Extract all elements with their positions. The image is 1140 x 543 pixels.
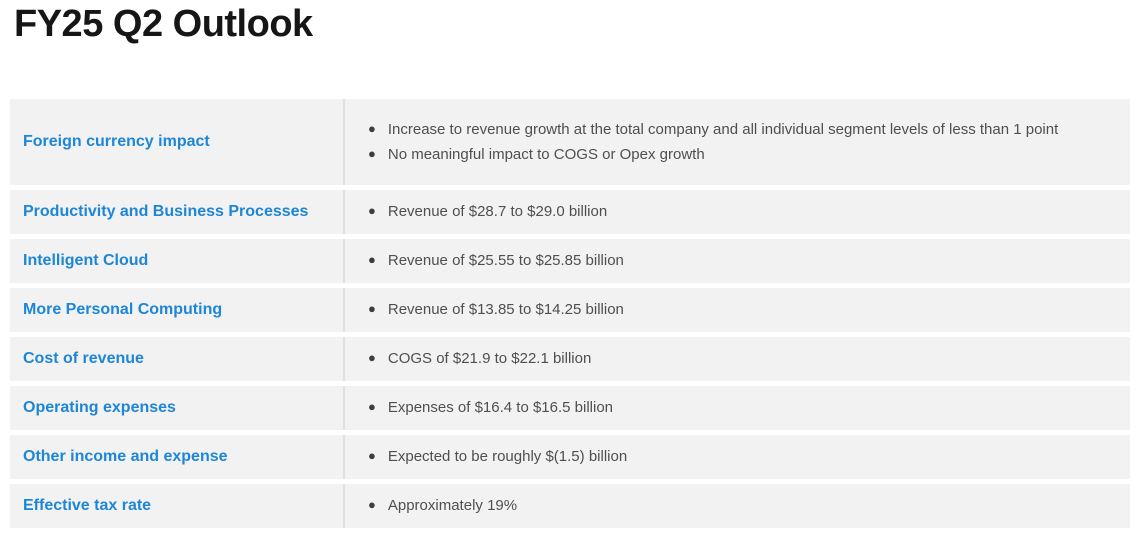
table-row-intelligent-cloud (10, 239, 1130, 283)
bullet-text: Increase to revenue growth at the total company and all individual segment levels of less than 1 point (387, 120, 1059, 138)
outlook-table (10, 99, 1130, 528)
page-title: FY25 Q2 Outlook (14, 3, 313, 45)
row-label: More Personal Computing (23, 301, 223, 318)
row-label: Productivity and Business Processes (23, 203, 309, 220)
bullet-icon: ● (368, 145, 376, 161)
row-label: Operating expenses (23, 399, 176, 416)
bullet-list (368, 443, 627, 471)
table-row-operating-expenses (10, 386, 1130, 430)
table-row-cost-of-revenue (10, 337, 1130, 381)
row-label-cell (10, 288, 343, 332)
bullet-icon: ● (368, 448, 376, 463)
row-label-cell (10, 386, 343, 430)
row-content-cell (343, 435, 1130, 479)
row-label: Intelligent Cloud (23, 252, 149, 269)
row-label-cell (10, 484, 343, 528)
bullet-item (368, 250, 624, 272)
bullet-item (368, 201, 607, 223)
row-label-cell (10, 435, 343, 479)
table-row-foreign-currency-impact (10, 99, 1130, 185)
bullet-list (368, 394, 613, 422)
bullet-text: Approximately 19% (387, 497, 518, 514)
row-label-cell (10, 190, 343, 234)
table-row-effective-tax-rate (10, 484, 1130, 528)
row-label-cell (10, 239, 343, 283)
row-label-cell (10, 337, 343, 381)
bullet-text: COGS of $21.9 to $22.1 billion (387, 350, 592, 367)
table-row-productivity-and-business-processes (10, 190, 1130, 234)
bullet-text: No meaningful impact to COGS or Opex growth (387, 145, 705, 163)
bullet-icon: ● (368, 350, 376, 365)
bullet-list (368, 345, 591, 373)
bullet-item (368, 348, 591, 370)
bullet-text: Revenue of $25.55 to $25.85 billion (387, 252, 624, 269)
bullet-item (368, 495, 517, 517)
row-content-cell (343, 337, 1130, 381)
row-label: Other income and expense (23, 448, 228, 465)
bullet-text: Revenue of $13.85 to $14.25 billion (387, 301, 624, 318)
bullet-list (368, 296, 624, 324)
bullet-text: Revenue of $28.7 to $29.0 billion (387, 203, 608, 220)
bullet-item (368, 397, 613, 419)
row-content-cell (343, 386, 1130, 430)
bullet-list (368, 116, 1058, 169)
bullet-icon: ● (368, 120, 376, 136)
row-content-cell (343, 288, 1130, 332)
bullet-list (368, 247, 624, 275)
bullet-item (368, 299, 624, 321)
bullet-icon: ● (368, 203, 376, 218)
bullet-item (368, 144, 1058, 166)
bullet-text: Expenses of $16.4 to $16.5 billion (387, 399, 614, 416)
row-label: Foreign currency impact (23, 133, 210, 150)
row-content-cell (343, 99, 1130, 185)
slide (0, 2, 1140, 543)
bullet-item (368, 446, 627, 468)
bullet-icon: ● (368, 252, 376, 267)
table-row-other-income-and-expense (10, 435, 1130, 479)
bullet-icon: ● (368, 497, 376, 512)
row-label: Cost of revenue (23, 350, 144, 367)
bullet-item (368, 119, 1058, 141)
row-label: Effective tax rate (23, 497, 152, 514)
bullet-list (368, 198, 607, 226)
bullet-icon: ● (368, 301, 376, 316)
row-content-cell (343, 190, 1130, 234)
bullet-icon: ● (368, 399, 376, 414)
row-label-cell (10, 99, 343, 185)
bullet-list (368, 492, 517, 520)
row-content-cell (343, 484, 1130, 528)
bullet-text: Expected to be roughly $(1.5) billion (387, 448, 628, 465)
row-content-cell (343, 239, 1130, 283)
table-row-more-personal-computing (10, 288, 1130, 332)
